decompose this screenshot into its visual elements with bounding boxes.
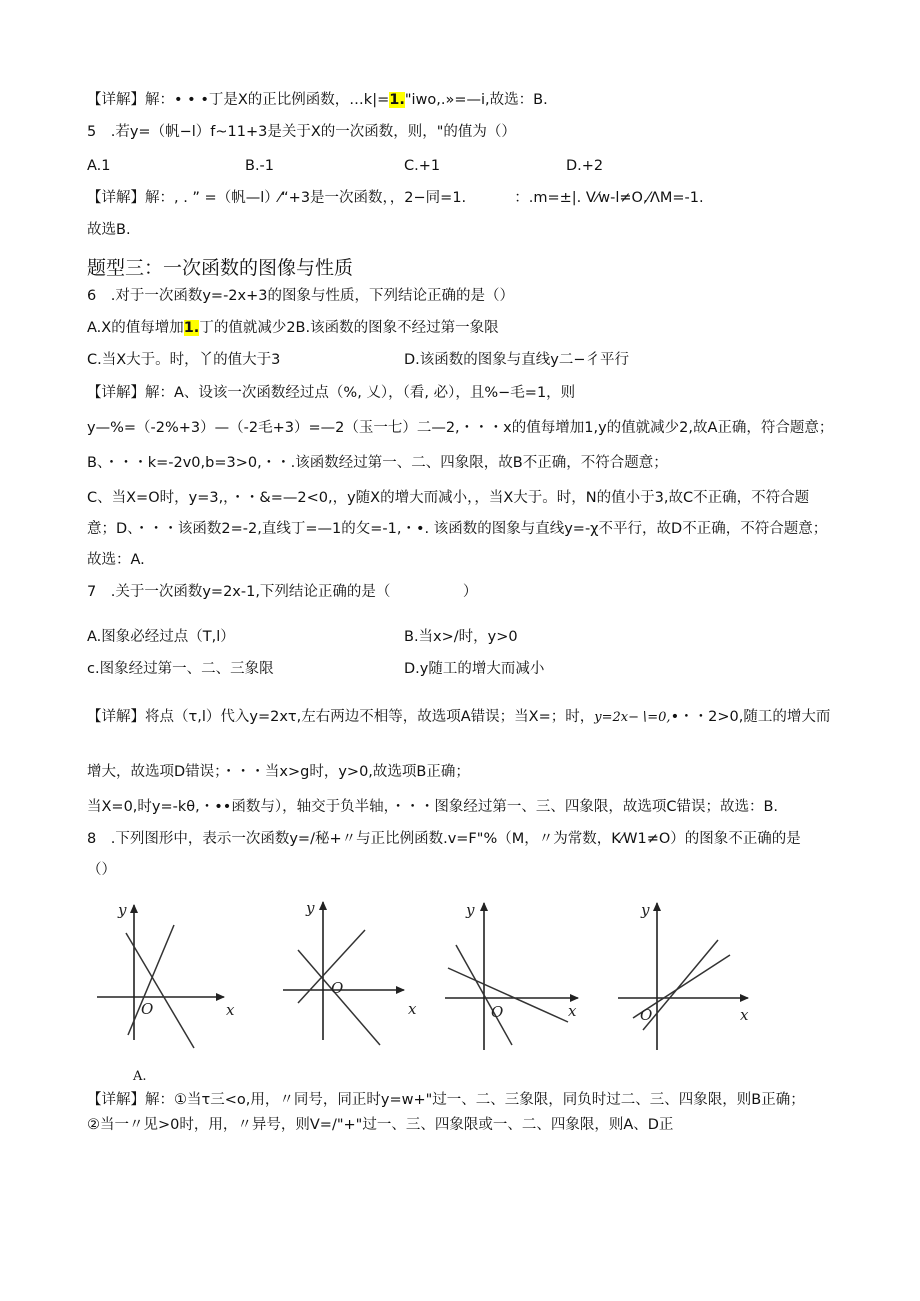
section-title: 题型三：一次函数的图像与性质	[87, 257, 354, 279]
q5-detail-answer: 故选B.	[87, 222, 131, 238]
detail-line-1: 【详解】解：• • •丁是X的正比例函数，…k|=1."iwo,.»=—i,故选：B.	[87, 92, 548, 108]
highlight-mark: 1.	[389, 92, 405, 108]
q8-detail-2: ②当一〃见>0时，用，〃异号，则V=/"+"过一、三、四象限或一、二、四象限，则A、D正	[87, 1117, 674, 1133]
line-1	[643, 940, 718, 1030]
question-6: 6 .对于一次函数y=-2x+3的图象与性质，下列结论正确的是（）	[87, 288, 514, 304]
line-2	[126, 933, 194, 1048]
y-axis-label: y	[118, 901, 127, 919]
q7-option-c: c.图象经过第一、二、三象限	[87, 661, 274, 677]
figure-a-label: A.	[133, 1069, 147, 1084]
line-1	[448, 968, 568, 1022]
q7-detail-3: 当X=0,时y=-kθ,・••函数与），轴交于负半轴，・・・图象经过第一、三、四象限，故选项C错误；故选：B.	[87, 799, 779, 815]
q5-option-c: C.+1	[404, 158, 441, 174]
q6-detail-4: C、当X=O时，y=3,，・・&=—2<0,，y随X的增大而减小，，当X大于。时，N的值小于3,故C不正确，不符合题	[87, 490, 810, 506]
question-5: 5 .若y=（帆−l）f~11+3是关于X的一次函数，则，"的值为（）	[87, 124, 516, 140]
origin-label: O	[331, 979, 344, 997]
line-1	[128, 925, 174, 1035]
x-axis-label: x	[740, 1006, 749, 1024]
graph-c	[445, 901, 578, 1050]
graph-d	[618, 901, 749, 1050]
origin-label: O	[141, 1000, 154, 1018]
line-2	[298, 950, 380, 1045]
q7-detail-1: 【详解】将点（τ,l）代入y=2xτ,左右两边不相等，故选项A错误；当X=；时，y=2x−∖=0,•・・2>0,随工的增大而	[87, 709, 831, 725]
y-axis-label: y	[641, 901, 650, 919]
question-8-blank: （）	[87, 862, 116, 878]
x-axis-label: x	[226, 1001, 235, 1019]
q7-option-d: D.y随工的增大而减小	[404, 661, 545, 677]
q5-option-d: D.+2	[566, 158, 604, 174]
y-axis-label: y	[466, 901, 475, 919]
graph-a	[97, 901, 235, 1048]
q6-option-c: C.当X大于。时，丫的值大于3	[87, 352, 281, 368]
origin-label: O	[640, 1006, 653, 1024]
graph-b	[283, 899, 417, 1045]
q5-option-a: A.1	[87, 158, 111, 174]
q8-detail-1: 【详解】解：①当τ三<o,用，〃同号，同正时y=w+"过一、二、三象限，同负时过二、三、四象限，则B正确；	[87, 1092, 805, 1108]
question-8: 8 .下列图形中，表示一次函数y=/秘+〃与正比例函数.v=F"%（M，〃为常数，K⁄W1≠O）的图象不正确的是	[87, 831, 801, 847]
q7-detail-2: 增大，故选项D错误；・・・当x>g时，y>0,故选项B正确；	[87, 764, 470, 780]
origin-label: O	[491, 1003, 504, 1021]
q5-detail: 【详解】解：, . ” =（帆—l）⁄“+3是一次函数，，2−同=1. ：.m=±|. V⁄w-l≠O,⁄ΛM=-1.	[87, 190, 704, 206]
q6-detail-2: y—%=（-2%+3）—（-2毛+3）=—2（玉一七）二—2,・・・x的值每增加1,y的值就减少2,故A正确，符合题意；	[87, 420, 834, 436]
question-7: 7 .关于一次函数y=2x-1,下列结论正确的是（ ）	[87, 584, 478, 600]
q5-option-b: B.-1	[245, 158, 275, 174]
q6-detail-6: 故选：A.	[87, 552, 145, 568]
x-axis-label: x	[568, 1002, 577, 1020]
highlight-mark: 1.	[183, 320, 200, 336]
x-axis-label: x	[408, 1000, 417, 1018]
q6-detail-3: B、・・・k=-2v0,b=3>0,・・.该函数经过第一、二、四象限，故B不正确，不符合题意；	[87, 455, 668, 471]
q6-option-d: D.该函数的图象与直线y二−彳平行	[404, 352, 630, 368]
q7-option-b: B.当x>/时，y>0	[404, 629, 518, 645]
y-axis-label: y	[306, 899, 315, 917]
q6-options-ab: A.X的值每增加1.丁的值就减少2B.该函数的图象不经过第一象限	[87, 320, 499, 336]
q7-option-a: A.图象必经过点（T,l）	[87, 629, 235, 645]
q6-detail-1: 【详解】解：A、设该一次函数经过点（%, 乂），（看, 必），且%−毛=1，则	[87, 385, 576, 401]
q6-detail-5: 意；D、・・・该函数2=-2,直线丁=—1的攵=-1,・•. 该函数的图象与直线y=-χ不平行，故D不正确，不符合题意；	[87, 521, 828, 537]
